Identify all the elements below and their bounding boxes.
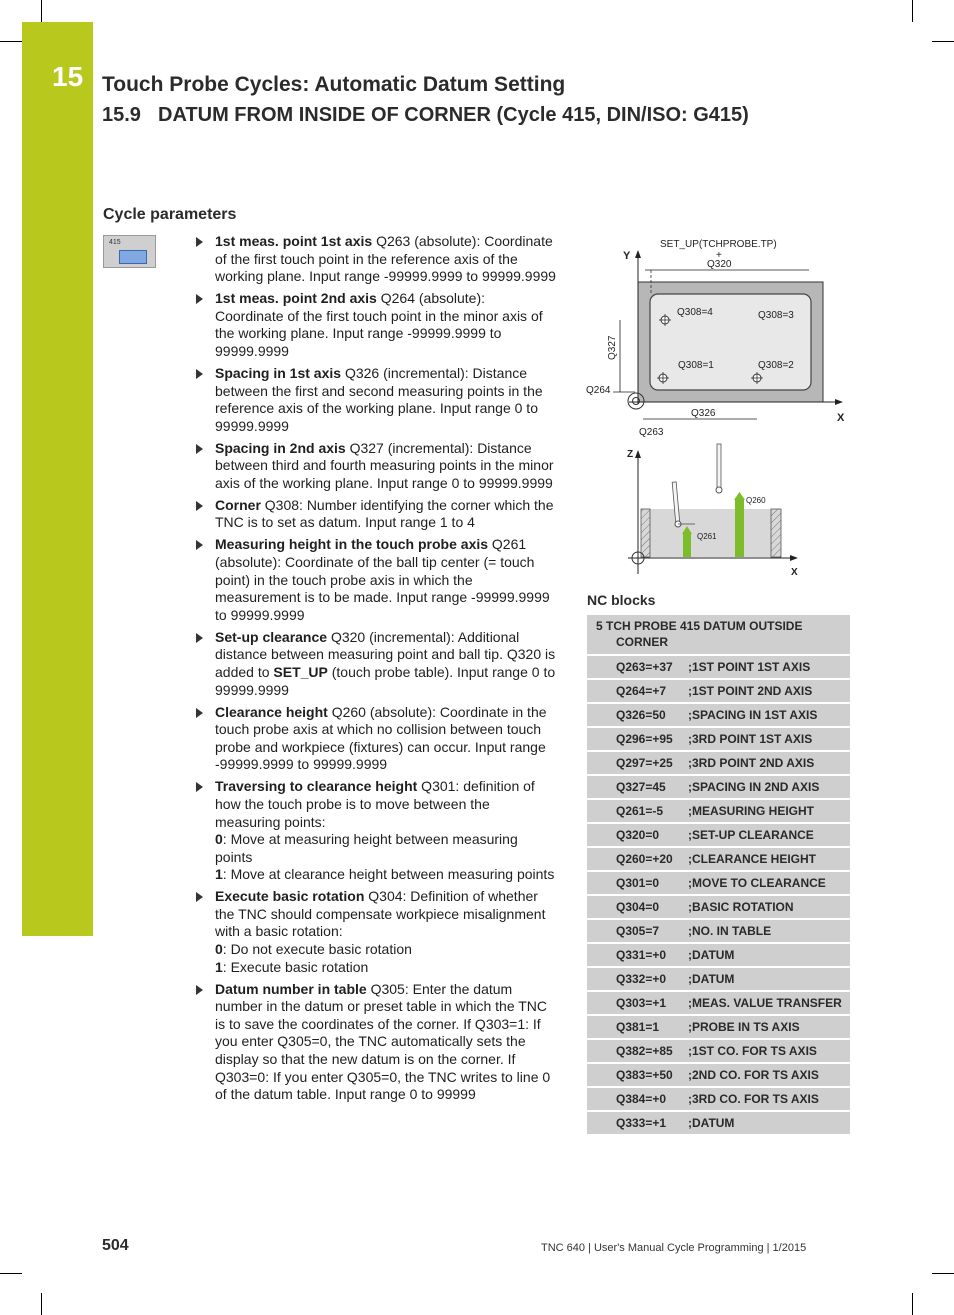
triangle-bullet-icon: [196, 369, 203, 379]
nc-param: Q384=+0: [616, 1092, 667, 1106]
nc-blocks-heading: NC blocks: [587, 592, 656, 608]
param-desc: Q320 (incremental): Additional distance between measuring point and ball tip. Q320 is added to: [215, 628, 556, 680]
triangle-bullet-icon: [196, 892, 203, 902]
nc-param: Q260=+20: [616, 852, 673, 866]
crop-mark: [0, 1273, 22, 1274]
param-desc: Q264 (absolute): Coordinate of the first touch point in the minor axis of the working plane. Input range -99999.9999 to 99999.9999: [215, 290, 543, 359]
triangle-bullet-icon: [196, 708, 203, 718]
cycle-415-softkey-icon: [103, 235, 156, 268]
corner-icon: [119, 250, 147, 264]
corner-plan-diagram: [583, 232, 853, 442]
param-desc: Q261 (absolute): Coordinate of the ball tip center (= touch point) in the touch probe axis in which the measurement is to be made. Input range -99999.9999 to 99999.9999: [215, 536, 550, 623]
nc-header-line: 5 TCH PROBE 415 DATUM OUTSIDE: [596, 619, 803, 633]
nc-param: Q332=+0: [616, 972, 667, 986]
param-desc: Q327 (incremental): Distance between third and fourth measuring points in the minor axis of the working plane. Input range 0 to 99999.9999: [215, 439, 554, 491]
crop-mark: [41, 0, 42, 22]
nc-param: Q326=50: [616, 708, 666, 722]
wall-right: [771, 509, 781, 557]
triangle-bullet-icon: [196, 633, 203, 643]
nc-comment: ;DATUM: [688, 948, 735, 962]
axis-y-label: Y: [623, 250, 631, 262]
setup-label: SET_UP(TCHPROBE.TP): [660, 239, 777, 250]
table-row: [587, 920, 850, 944]
param-item: [196, 536, 556, 624]
triangle-bullet-icon: [196, 444, 203, 454]
table-row: [587, 1112, 850, 1136]
param-term: Spacing in 1st axis: [215, 364, 342, 381]
nc-param: Q303=+1: [616, 996, 667, 1010]
option-key: 1: [215, 958, 223, 975]
param-item: [196, 778, 556, 884]
cycle-parameters-heading: Cycle parameters: [103, 206, 237, 223]
q261-label: Q261: [697, 532, 717, 541]
chapter-number: 15: [52, 61, 84, 92]
axis-x-label: X: [837, 412, 845, 424]
table-row: [587, 848, 850, 872]
param-term: 1st meas. point 2nd axis: [215, 290, 377, 307]
nc-comment: ;SET-UP CLEARANCE: [688, 828, 814, 842]
param-desc: Q301: definition of how the touch probe is to move between the measuring points:: [215, 778, 535, 830]
triangle-bullet-icon: [196, 985, 203, 995]
nc-comment: ;3RD CO. FOR TS AXIS: [688, 1092, 819, 1106]
softkey-label: 415: [109, 239, 121, 246]
nc-param: Q301=0: [616, 876, 660, 890]
param-term: Measuring height in the touch probe axis: [215, 536, 489, 553]
param-term: Traversing to clearance height: [215, 778, 418, 795]
section-header: [102, 104, 749, 127]
param-term: Corner: [215, 496, 261, 513]
triangle-bullet-icon: [196, 294, 203, 304]
option-desc: : Execute basic rotation: [222, 958, 369, 975]
param-desc: Q263 (absolute): Coordinate of the first touch point in the reference axis of the working plane. Input range -99999.9999 to 99999.9999: [215, 233, 556, 285]
table-row: [587, 776, 850, 800]
nc-comment: ;SPACING IN 1ST AXIS: [688, 708, 818, 722]
option-desc: : Do not execute basic rotation: [222, 941, 412, 958]
nc-comment: ;PROBE IN TS AXIS: [688, 1020, 800, 1034]
table-row: [587, 1016, 850, 1040]
param-term: Set-up clearance: [215, 628, 328, 645]
q308-3-label: Q308=3: [758, 310, 794, 321]
table-row: [587, 1088, 850, 1112]
table-row: [587, 680, 850, 704]
nc-comment: ;2ND CO. FOR TS AXIS: [688, 1068, 819, 1082]
section-title: DATUM FROM INSIDE OF CORNER (Cycle 415, DIN/ISO: G415): [158, 104, 749, 126]
crop-mark: [932, 41, 954, 42]
table-row: [587, 968, 850, 992]
option-key: 0: [215, 941, 223, 958]
table-row: [587, 1064, 850, 1088]
workpiece-pocket: [650, 294, 811, 390]
option-key: 0: [215, 831, 223, 848]
param-item: [196, 233, 556, 286]
param-desc: Q326 (incremental): Distance between the first and second measuring points in the reference axis of the working plane. Input range 0 to 99999.9999: [215, 364, 543, 434]
q320-label: Q320: [707, 259, 732, 270]
axis-x-label: X: [791, 567, 798, 578]
nc-param: Q382=+85: [616, 1044, 673, 1058]
nc-param: Q261=-5: [616, 804, 664, 818]
x-axis-arrow: [835, 399, 843, 405]
nc-param: Q305=7: [616, 924, 660, 938]
q260-label: Q260: [746, 496, 766, 505]
q260-bar: [735, 498, 744, 557]
nc-comment: ;DATUM: [688, 972, 735, 986]
parameter-list: [196, 233, 556, 1108]
nc-param: Q381=1: [616, 1020, 660, 1034]
probe-ball-high: [716, 487, 722, 493]
nc-param: Q263=+37: [616, 660, 673, 674]
param-item: [196, 888, 556, 976]
y-axis-arrow: [635, 250, 641, 258]
nc-comment: ;CLEARANCE HEIGHT: [688, 852, 816, 866]
section-number: 15.9: [102, 104, 141, 126]
q308-2-label: Q308=2: [758, 360, 794, 371]
chapter-title: Touch Probe Cycles: Automatic Datum Setting: [102, 73, 566, 96]
param-item: [196, 981, 556, 1104]
nc-comment: ;BASIC ROTATION: [688, 900, 794, 914]
table-row: [587, 992, 850, 1016]
q326-label: Q326: [691, 408, 716, 419]
triangle-bullet-icon: [196, 540, 203, 550]
plus-sign: +: [716, 250, 722, 261]
nc-param: Q320=0: [616, 828, 660, 842]
q263-label: Q263: [639, 427, 664, 438]
nc-param: Q297=+25: [616, 756, 673, 770]
crop-mark: [912, 0, 913, 22]
nc-param: Q296=+95: [616, 732, 673, 746]
nc-param: Q327=45: [616, 780, 666, 794]
nc-comment: ;3RD POINT 1ST AXIS: [688, 732, 813, 746]
table-row: [587, 1040, 850, 1064]
nc-param: Q331=+0: [616, 948, 667, 962]
q308-4-label: Q308=4: [677, 307, 713, 318]
param-term: Datum number in table: [215, 980, 367, 997]
nc-comment: ;MOVE TO CLEARANCE: [688, 876, 826, 890]
nc-comment: ;MEAS. VALUE TRANSFER: [688, 996, 842, 1010]
option-key: 1: [215, 866, 223, 883]
param-desc: Q308: Number identifying the corner which the TNC is to set as datum. Input range 1 to 4: [215, 496, 554, 531]
param-desc: Q304: Definition of whether the TNC should compensate workpiece misalignment with a basic rotation:: [215, 888, 546, 940]
param-item: [196, 365, 556, 435]
nc-comment: ;1ST POINT 2ND AXIS: [688, 684, 813, 698]
crop-mark: [912, 1293, 913, 1315]
nc-header-line: CORNER: [616, 635, 669, 649]
option-desc: : Move at clearance height between measuring points: [222, 866, 555, 883]
param-item: [196, 497, 556, 532]
option-desc: : Move at measuring height between measuring points: [215, 831, 518, 865]
footer-text: TNC 640 | User's Manual Cycle Programming | 1/2015: [541, 1242, 807, 1254]
table-row: [587, 896, 850, 920]
nc-comment: ;3RD POINT 2ND AXIS: [688, 756, 815, 770]
crop-mark: [41, 1293, 42, 1315]
nc-comment: ;NO. IN TABLE: [688, 924, 772, 938]
q308-1-label: Q308=1: [678, 360, 714, 371]
table-row: [587, 800, 850, 824]
table-row: [587, 824, 850, 848]
nc-param: Q304=0: [616, 900, 660, 914]
param-item: [196, 629, 556, 699]
param-keyword: SET_UP: [273, 664, 328, 680]
q260-arrow: [734, 492, 745, 500]
table-row: [587, 704, 850, 728]
q264-label: Q264: [586, 385, 611, 396]
param-desc: Q305: Enter the datum number in the datum or preset table in which the TNC is to save the coordinates of the corner. If Q303=1: If you enter Q305=0, the TNC automatically sets the display so that the new datum is on the corner. If Q303=0: If you enter Q305=0, the TNC writes to line 0 of the datum table. Input range 0 to 99999: [215, 980, 551, 1103]
param-desc: Q260 (absolute): Coordinate in the touch probe axis at which no collision between touch probe and workpiece (fixtures) can occur. Input range -99999.9999 to 99999.9999: [215, 703, 547, 773]
triangle-bullet-icon: [196, 782, 203, 792]
param-item: [196, 704, 556, 774]
param-desc: (touch probe table). Input range 0 to 99999.9999: [215, 664, 556, 698]
x-axis-arrow: [790, 555, 798, 561]
param-term: Spacing in 2nd axis: [215, 439, 346, 456]
table-row: [587, 656, 850, 680]
nc-blocks-table: [587, 615, 850, 1136]
wall-left: [641, 509, 650, 557]
nc-param: Q264=+7: [616, 684, 667, 698]
nc-comment: ;MEASURING HEIGHT: [688, 804, 814, 818]
crop-mark: [0, 41, 22, 42]
param-item: [196, 440, 556, 493]
param-term: 1st meas. point 1st axis: [215, 233, 373, 249]
corner-section-diagram: [583, 442, 813, 582]
table-row: [587, 944, 850, 968]
param-term: Execute basic rotation: [215, 888, 365, 905]
param-item: [196, 290, 556, 360]
axis-z-label: Z: [627, 449, 634, 460]
nc-comment: ;SPACING IN 2ND AXIS: [688, 780, 820, 794]
table-row: [587, 872, 850, 896]
triangle-bullet-icon: [196, 237, 203, 247]
probe-stylus-high: [717, 444, 721, 488]
crop-mark: [932, 1273, 954, 1274]
q261-bar: [683, 532, 691, 557]
table-row: [587, 752, 850, 776]
nc-header-row: [587, 615, 850, 656]
nc-header-text: [596, 618, 802, 650]
page-number: 504: [102, 1237, 129, 1254]
nc-comment: ;DATUM: [688, 1116, 735, 1130]
nc-comment: ;1ST CO. FOR TS AXIS: [688, 1044, 817, 1058]
q327-label: Q327: [607, 335, 618, 360]
chapter-sidebar: [22, 22, 93, 936]
nc-param: Q333=+1: [616, 1116, 667, 1130]
z-axis-arrow: [635, 450, 641, 458]
param-term: Clearance height: [215, 703, 328, 720]
triangle-bullet-icon: [196, 501, 203, 511]
table-row: [587, 728, 850, 752]
nc-param: Q383=+50: [616, 1068, 673, 1082]
nc-comment: ;1ST POINT 1ST AXIS: [688, 660, 811, 674]
